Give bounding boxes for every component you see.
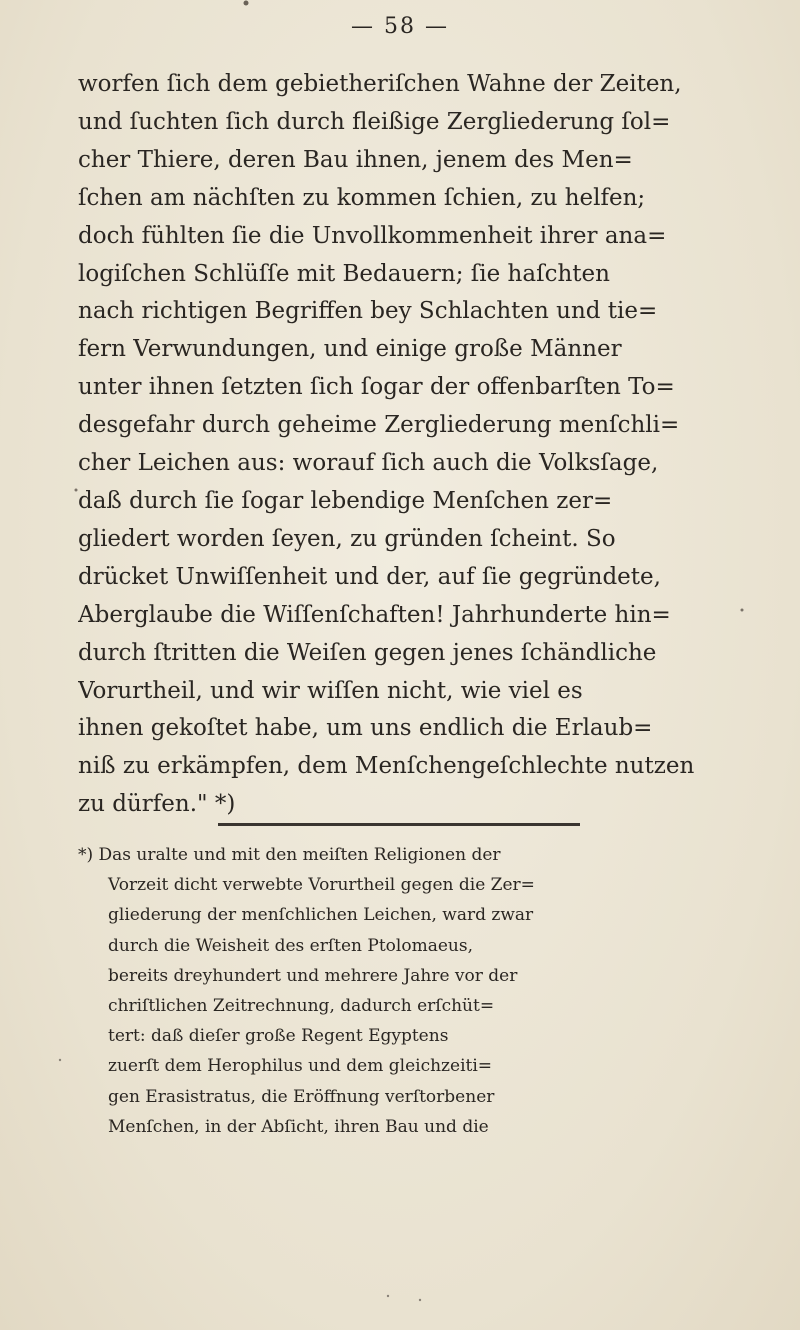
text-line: worfen ſich dem gebietheriſchen Wahne der Zeiten, — [78, 71, 682, 97]
text-line: ihnen gekoſtet habe, um uns endlich die Erlaub= — [78, 715, 653, 742]
footnote-line: gen Erasistratus, die Eröffnung verſtorbener — [108, 1086, 495, 1107]
footnote-line: durch die Weisheit des erſten Ptolomaeus, — [108, 935, 473, 956]
text-line: ſchen am nächſten zu kommen ſchien, zu helfen; — [78, 184, 646, 211]
footnote-line: gliederung der menſchlichen Leichen, ward zwar — [108, 905, 534, 926]
footnote-line: zuerſt dem Herophilus und dem gleichzeiti= — [108, 1056, 493, 1077]
text-line: unter ihnen ſetzten ſich ſogar der offenbarſten To= — [78, 374, 675, 401]
text-line: niß zu erkämpfen, dem Menſchengeſchlechte nutzen — [78, 753, 695, 780]
footnote-line: Menſchen, in der Abſicht, ihren Bau und die — [108, 1116, 489, 1137]
footnote-line: Vorzeit dicht verwebte Vorurtheil gegen die Zer= — [108, 875, 535, 896]
ink-speck — [244, 1, 249, 6]
text-line: und ſuchten ſich durch fleißige Zergliederung ſol= — [78, 108, 671, 135]
ink-speck — [59, 1059, 61, 1061]
ink-speck — [741, 609, 744, 612]
main-text — [78, 66, 728, 824]
ink-speck — [419, 1299, 421, 1301]
text-line: cher Leichen aus: worauf ſich auch die Volksſage, — [78, 450, 659, 477]
footnote-line: bereits dreyhundert und mehrere Jahre vor der — [108, 965, 518, 986]
footnote-line: *) Das uralte und mit den meiſten Religionen der — [78, 845, 501, 865]
footnote — [78, 840, 733, 1142]
text-line: Vorurtheil, und wir wiſſen nicht, wie viel es — [78, 677, 583, 704]
text-line: desgefahr durch geheime Zergliederung menſchli= — [78, 412, 680, 439]
text-line: logiſchen Schlüſſe mit Bedauern; ſie haſchten — [78, 260, 610, 287]
text-line: gliedert worden ſeyen, zu gründen ſcheint. So — [78, 525, 616, 552]
text-line: cher Thiere, deren Bau ihnen, jenem des Men= — [78, 146, 633, 173]
text-line: zu dürfen." *) — [78, 791, 236, 818]
page-number: — 58 — — [351, 14, 449, 39]
text-line: durch ſtritten die Weiſen gegen jenes ſchändliche — [78, 639, 657, 666]
text-line: daß durch ſie ſogar lebendige Menſchen zer= — [78, 487, 613, 514]
text-line: fern Verwundungen, und einige große Männer — [78, 336, 622, 363]
footnote-divider — [218, 823, 580, 826]
text-line: Aberglaube die Wiſſenſchaften! Jahrhunderte hin= — [78, 601, 671, 628]
text-line: nach richtigen Begriffen bey Schlachten und tie= — [78, 298, 658, 325]
footnote-line: tert: daß dieſer große Regent Egyptens — [108, 1026, 449, 1047]
ink-speck — [387, 1295, 389, 1297]
footnote-line: chriſtlichen Zeitrechnung, dadurch erſchüt= — [108, 996, 495, 1017]
text-line: doch fühlten ſie die Unvollkommenheit ihrer ana= — [78, 222, 667, 249]
text-line: drücket Unwiſſenheit und der, auf ſie gegründete, — [78, 563, 661, 590]
